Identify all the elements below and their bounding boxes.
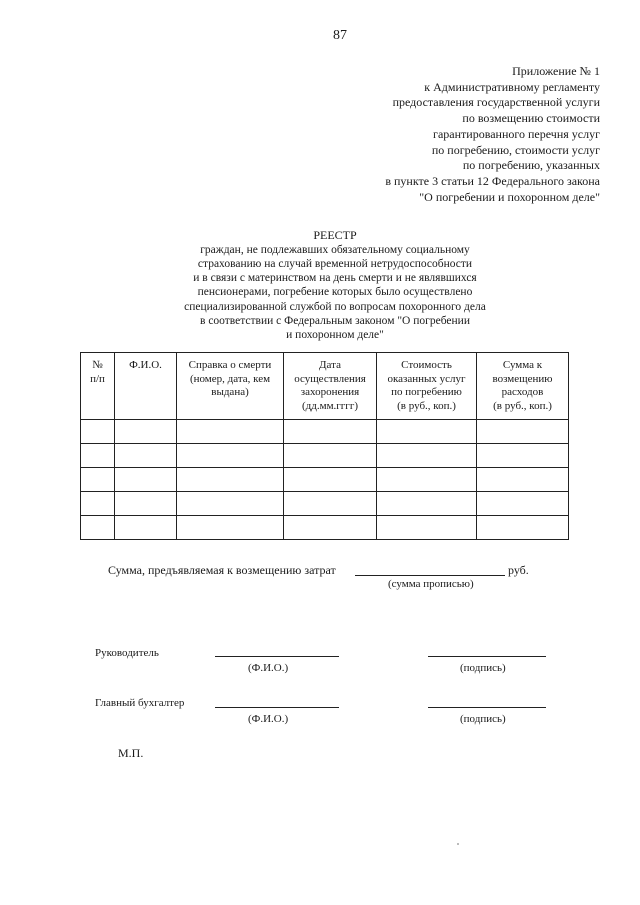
head-label: Руководитель xyxy=(95,647,159,659)
registry-table xyxy=(80,352,569,540)
table-cell xyxy=(477,468,569,492)
table-cell xyxy=(115,444,177,468)
table-cell xyxy=(115,420,177,444)
annex-line: предоставления государственной услуги xyxy=(392,95,600,110)
table-cell xyxy=(284,516,377,540)
annex-line: по погребению, указанных xyxy=(462,158,600,173)
column-header-number: № п/п xyxy=(81,353,115,420)
table-cell xyxy=(115,468,177,492)
registry-heading xyxy=(0,228,640,343)
registry-subtitle-line: и в связи с материнством на день смерти и не являвшихся xyxy=(193,272,477,285)
table-row xyxy=(81,420,569,444)
table-cell xyxy=(81,492,115,516)
annex-line: в пункте 3 статьи 12 Федерального закона xyxy=(385,173,600,188)
registry-subtitle-line: в соответствии с Федеральным законом "О погребении xyxy=(200,314,470,327)
head-signature-hint: (подпись) xyxy=(460,662,506,674)
accountant-name-hint: (Ф.И.О.) xyxy=(248,713,289,725)
annex-line: Приложение № 1 xyxy=(512,64,600,78)
annex-line: к Административному регламенту xyxy=(424,79,600,94)
table-row xyxy=(81,444,569,468)
table-cell xyxy=(377,468,477,492)
table-cell xyxy=(284,492,377,516)
table-cell xyxy=(115,516,177,540)
table-cell xyxy=(477,444,569,468)
registry-subtitle-line: граждан, не подлежавших обязательному социальному xyxy=(200,243,470,256)
page-number: 87 xyxy=(333,28,347,43)
table-row xyxy=(81,516,569,540)
column-header-reimbursement-sum: Сумма к возмещению расходов (в руб., коп.) xyxy=(477,353,569,420)
table-cell xyxy=(477,420,569,444)
registry-subtitle-line: пенсионерами, погребение которых было осуществлено xyxy=(197,286,473,299)
accountant-signature-hint: (подпись) xyxy=(460,713,506,725)
table-cell xyxy=(177,468,284,492)
table-cell xyxy=(284,420,377,444)
table-cell xyxy=(81,420,115,444)
registry-subtitle-line: страхованию на случай временной нетрудоспособности xyxy=(197,257,473,270)
table-cell xyxy=(177,516,284,540)
table-cell xyxy=(177,420,284,444)
column-header-death-certificate: Справка о смерти (номер, дата, кем выдана) xyxy=(177,353,284,420)
accountant-signature-blank xyxy=(428,707,546,708)
table-cell xyxy=(177,492,284,516)
scan-speck xyxy=(457,843,459,845)
table-cell xyxy=(177,444,284,468)
table-cell xyxy=(377,420,477,444)
annex-line: гарантированного перечня услуг xyxy=(433,126,600,141)
table-cell xyxy=(377,444,477,468)
head-name-blank xyxy=(215,656,339,657)
registry-subtitle xyxy=(0,243,640,343)
table-cell xyxy=(81,468,115,492)
sum-label: Сумма, предъявляемая к возмещению затрат xyxy=(108,563,336,577)
accountant-label: Главный бухгалтер xyxy=(95,697,185,709)
registry-title: РЕЕСТР xyxy=(313,228,357,242)
table-cell xyxy=(284,444,377,468)
table-cell xyxy=(115,492,177,516)
head-signature-blank xyxy=(428,656,546,657)
sum-amount-blank xyxy=(355,575,505,576)
table-cell xyxy=(81,444,115,468)
table-cell xyxy=(81,516,115,540)
head-name-hint: (Ф.И.О.) xyxy=(248,662,289,674)
table-cell xyxy=(477,492,569,516)
table-header-row xyxy=(81,353,569,420)
sum-in-words-hint: (сумма прописью) xyxy=(388,578,474,590)
table-cell xyxy=(377,516,477,540)
registry-subtitle-line: и похоронном деле" xyxy=(286,329,384,342)
table-cell xyxy=(477,516,569,540)
table-cell xyxy=(284,468,377,492)
accountant-name-blank xyxy=(215,707,339,708)
table-row xyxy=(81,492,569,516)
annex-line: "О погребении и похоронном деле" xyxy=(419,189,600,204)
column-header-burial-date: Дата осуществления захоронения (дд.мм.гггг) xyxy=(284,353,377,420)
annex-line: по возмещению стоимости xyxy=(462,111,600,126)
column-header-full-name: Ф.И.О. xyxy=(115,353,177,420)
registry-subtitle-line: специализированной службой по вопросам похоронного дела xyxy=(184,300,486,313)
table-cell xyxy=(377,492,477,516)
annex-block xyxy=(280,64,600,205)
sum-currency: руб. xyxy=(508,563,529,577)
stamp-label: М.П. xyxy=(118,746,144,760)
annex-line: по погребению, стоимости услуг xyxy=(431,142,600,157)
table-row xyxy=(81,468,569,492)
column-header-services-cost: Стоимость оказанных услуг по погребению (в руб., коп.) xyxy=(377,353,477,420)
